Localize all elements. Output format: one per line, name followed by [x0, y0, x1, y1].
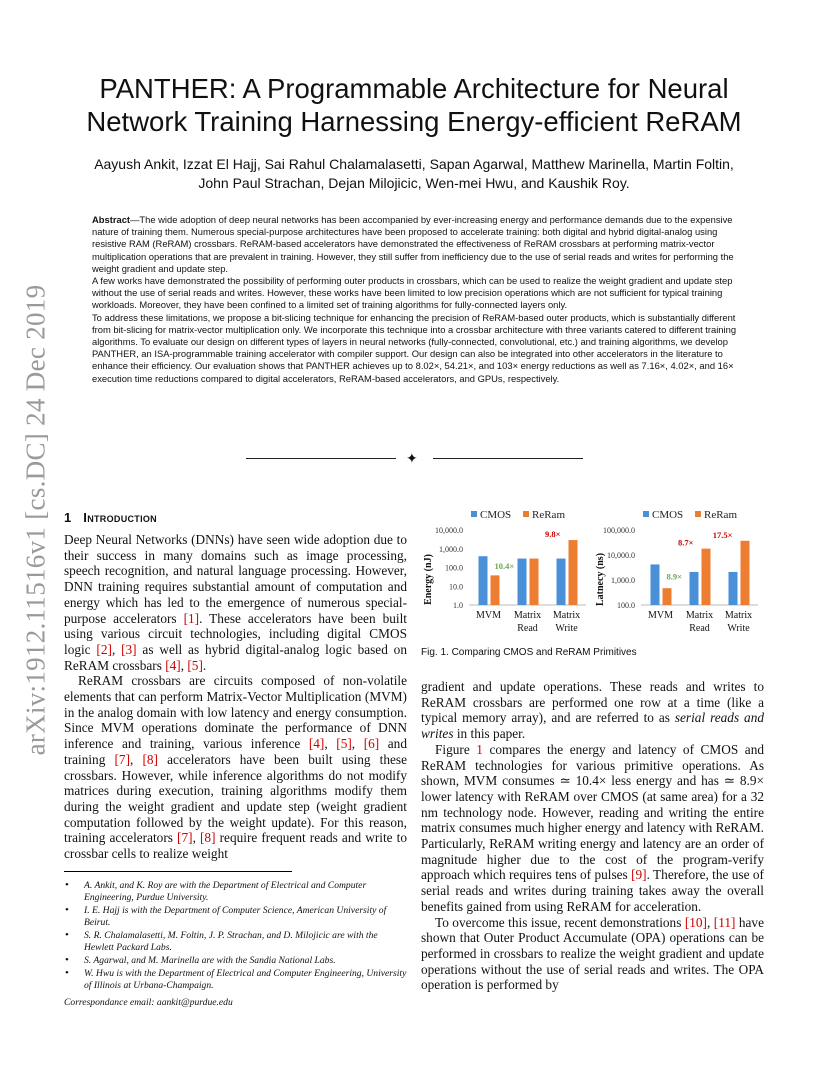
y-tick-label: 10,000.0 — [435, 526, 463, 535]
figure-1-svg — [421, 508, 764, 648]
x-tick-label: Matrix — [552, 610, 581, 621]
y-tick-label: 100.0 — [445, 563, 463, 573]
y-tick-label: 1,000.0 — [439, 544, 463, 554]
arxiv-id-text: arXiv:1912.11516v1 [cs.DC] 24 Dec 2019 — [20, 284, 51, 756]
divider-diamond-icon: ✦ — [406, 451, 418, 467]
citation-link[interactable]: [8] — [200, 830, 216, 846]
x-tick-label: Matrix — [685, 610, 714, 621]
citation-link[interactable]: [7] — [177, 830, 193, 846]
abstract-para-1 — [92, 214, 737, 275]
legend-label: CMOS — [480, 509, 512, 521]
bar-cmos — [690, 572, 699, 605]
x-tick-label: Read — [689, 623, 710, 634]
paper-title: PANTHER: A Programmable Architecture for Neural Network Training Harnessing Energy-efficient ReRAM — [86, 73, 742, 137]
left-column — [64, 532, 407, 862]
data-annotation: 17.5× — [712, 529, 733, 540]
bar-reram — [530, 559, 539, 605]
correspondence-email: Correspondance email: aankit@purdue.edu — [64, 997, 233, 1008]
y-tick-label: 10,000.0 — [607, 551, 635, 560]
citation-link[interactable]: [10] — [684, 914, 707, 930]
footnote-item: • I. E. Hajj is with the Department of Computer Science, American University of Beirut. — [64, 905, 407, 929]
y-tick-label: 100.0 — [617, 601, 635, 610]
x-tick-label: Read — [517, 623, 538, 634]
citation-link[interactable]: [6] — [363, 736, 380, 752]
abstract-text-1: —The wide adoption of deep neural networks has been accompanied by ever-increasing energy and performance demands due to the expensive nature of training them. Numerous special-purpose architectures have been proposed to accelerate training: both digital and hybrid digital-analog using resistive RAM (ReRAM) crossbars. ReRAM-based accelerators have demonstrated the effectiveness of ReRAM crossbars at performing matrix-vector multiplication operations that are prevalent in training. However, they still suffer from inefficiency due to the use of serial reads and writes for performing the weight gradient and update step. — [92, 214, 734, 274]
author-list — [70, 155, 758, 193]
bar-reram — [491, 575, 500, 605]
section-number: 1 — [64, 510, 72, 525]
right-para-3: To overcome this issue, recent demonstrations [10], [11] have shown that Outer Product Accumulate (OPA) operations can be performed in crossbars to realize the weight gradient and update operations without the use of serial reads and writes. The OPA operation is performed by — [421, 914, 764, 993]
legend-swatch — [643, 511, 649, 517]
footnote-item: • W. Hwu is with the Department of Electrical and Computer Engineering, University of Illinois at Urbana-Champaign. — [64, 968, 407, 992]
data-annotation: 8.7× — [678, 537, 694, 548]
data-annotation: 10.4× — [494, 560, 515, 571]
citation-link[interactable]: [2] — [96, 641, 112, 657]
legend-swatch — [695, 511, 701, 517]
footnote-item: • S. R. Chalamalasetti, M. Foltin, J. P. Strachan, and D. Milojicic are with the Hewlett Packard Labs. — [64, 930, 407, 954]
section-heading — [64, 510, 157, 525]
figure-1 — [421, 508, 764, 648]
figure-link[interactable]: 1 — [476, 741, 483, 757]
citation-link[interactable]: [11] — [713, 914, 736, 930]
y-tick-label: 100,000.0 — [603, 526, 635, 535]
citation-link[interactable]: [4] — [165, 657, 181, 673]
right-para-2: Figure 1 compares the energy and latency of CMOS and ReRAM technologies for various primitive operations. As shown, MVM consumes ≃ 10.4× less energy and has ≃ 8.9× lower latency with ReRAM over CMOS (at same area) for a 32 nm technology node. However, reading and writing the entire matrix consumes much higher energy and latency with ReRAM. Particularly, ReRAM writing energy and latency are an order of magnitude higher due to the cost of the program-verify approach which requires tens of pulses [9]. Therefore, the use of serial reads and writes during training takes away the overall benefits gained from using ReRAM for acceleration. — [421, 741, 764, 914]
footnote-item: • S. Agarwal, and M. Marinella are with the Sandia National Labs. — [64, 955, 407, 967]
title-divider — [246, 453, 583, 465]
bar-cmos — [729, 572, 738, 605]
bar-reram — [741, 541, 750, 605]
bar-cmos — [557, 559, 566, 605]
footnote-rule — [64, 871, 292, 872]
footnote-item: • A. Ankit, and K. Roy are with the Department of Electrical and Computer Engineering, Purdue University. — [64, 880, 407, 904]
citation-link[interactable]: [3] — [121, 641, 137, 657]
y-tick-label: 1.0 — [453, 601, 463, 610]
bar-reram — [663, 588, 672, 605]
bar-reram — [702, 549, 711, 605]
section-title: Introduction — [83, 510, 157, 525]
citation-link[interactable]: [5] — [187, 657, 203, 673]
legend-swatch — [523, 511, 529, 517]
data-annotation: 9.8× — [545, 529, 561, 540]
divider-line-left — [246, 458, 396, 459]
bar-reram — [569, 540, 578, 605]
abstract-para-3: To address these limitations, we propose a bit-slicing technique for enhancing the precision of ReRAM-based outer products, which is substantially different from bit-slicing for matrix-vector multiplication only. We incorporate this technique into a crossbar architecture with three variants catered to different training algorithms. To evaluate our design on different types of layers in neural networks (fully-connected, convolutional, etc.) and training algorithms, we develop PANTHER, an ISA-programmable training accelerator with compiler support. Our design can also be integrated into other accelerators in the literature to enhance their efficiency. Our evaluation shows that PANTHER achieves up to 8.02×, 54.21×, and 103× energy reductions as well as 7.16×, 4.02×, and 16× execution time reductions compared to digital accelerators, ReRAM-based accelerators, and GPUs, respectively. — [92, 311, 737, 384]
bar-cmos — [479, 556, 488, 605]
citation-link[interactable]: [4] — [308, 736, 325, 752]
authors-line-1: Aayush Ankit, Izzat El Hajj, Sai Rahul Chalamalasetti, Sapan Agarwal, Matthew Marinella, Martin Foltin, — [94, 156, 734, 172]
citation-link[interactable]: [1] — [183, 610, 200, 626]
affiliation-footnotes — [64, 880, 407, 993]
data-annotation: 8.9× — [666, 571, 682, 582]
abstract-label: Abstract — [92, 214, 131, 225]
figure-caption: Fig. 1. Comparing CMOS and ReRAM Primitives — [421, 647, 637, 658]
bar-cmos — [518, 559, 527, 605]
abstract — [92, 214, 737, 385]
citation-link[interactable]: [5] — [336, 736, 352, 752]
y-axis-label: Latnecy (ns) — [595, 552, 606, 607]
x-tick-label: Write — [727, 623, 750, 634]
x-tick-label: MVM — [475, 610, 502, 621]
x-tick-label: MVM — [647, 610, 674, 621]
legend-label: CMOS — [652, 509, 684, 521]
intro-para-1: Deep Neural Networks (DNNs) have seen wide adoption due to their success in many domains such as image processing, speech recognition, and natural language processing. However, DNN training requires substantial amount of computation and energy which has led to the emergence of numerous special-purpose accelerators [1]. These accelerators have been built using various circuit technologies, including digital CMOS logic [2], [3] as well as hybrid digital-analog logic based on ReRAM crossbars [4], [5]. — [64, 532, 407, 673]
citation-link[interactable]: [7] — [114, 751, 131, 767]
right-column — [421, 679, 764, 993]
legend-label: ReRam — [532, 509, 565, 521]
y-tick-label: 1,000.0 — [611, 576, 635, 585]
arxiv-side-stamp — [18, 280, 54, 760]
legend-label: ReRam — [704, 509, 737, 521]
bar-cmos — [651, 564, 660, 605]
x-tick-label: Matrix — [513, 610, 542, 621]
x-tick-label: Write — [555, 623, 578, 634]
legend-swatch — [471, 511, 477, 517]
right-para-1: gradient and update operations. These reads and writes to ReRAM crossbars are performed one row at a time (like a typical memory array), and are referred to as serial reads and writes in this paper. — [421, 679, 764, 742]
intro-para-2: ReRAM crossbars are circuits composed of non-volatile elements that can perform Matrix-Vector Multiplication (MVM) in the analog domain with low latency and energy consumption. Since MVM operations dominate the performance of DNN inference and training, various inference [4], [5], [6] and training [7], [8] accelerators have been built using these crossbars. However, while inference algorithms do not modify matrices during execution, training algorithms modify them during the weight gradient and update step (weight gradient computation followed by the weight update). For this reason, training accelerators [7], [8] require frequent reads and write to crossbar cells to realize weight — [64, 673, 408, 862]
divider-line-right — [433, 458, 583, 459]
abstract-para-2: A few works have demonstrated the possibility of performing outer products in crossbars, which can be used to realize the weight gradient and update step without the use of serial reads and writes. However, these works have been limited to low precision operations which are not sufficient for typical training workloads. Moreover, they have been confined to a limited set of training algorithms for fully-connected layers only. — [92, 275, 733, 311]
y-tick-label: 10.0 — [449, 582, 463, 592]
citation-link[interactable]: [9] — [631, 867, 647, 883]
authors-line-2: John Paul Strachan, Dejan Milojicic, Wen-mei Hwu, and Kaushik Roy. — [198, 175, 630, 191]
y-axis-label: Energy (nJ) — [423, 554, 434, 605]
citation-link[interactable]: [8] — [142, 751, 158, 767]
x-tick-label: Matrix — [724, 610, 753, 621]
